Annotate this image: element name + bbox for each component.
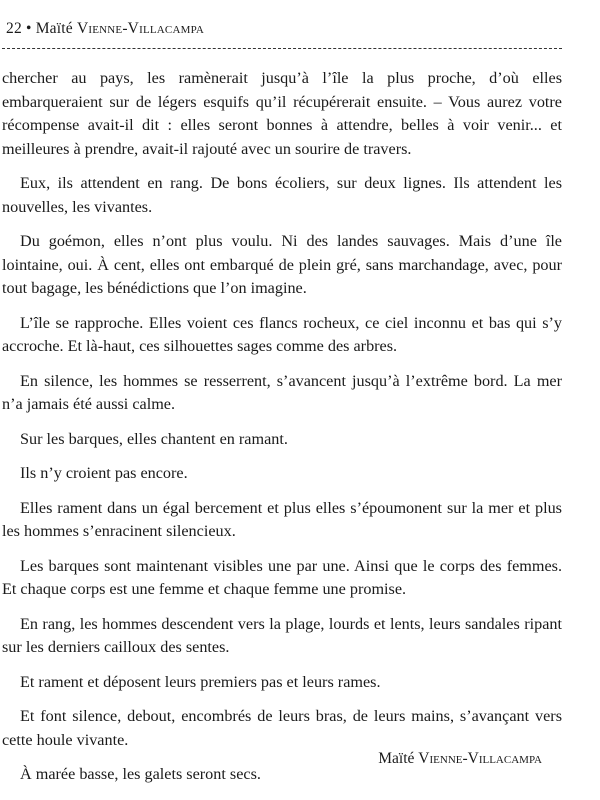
signature-first: Maïté [378, 750, 415, 767]
paragraph: chercher au pays, les ramènerait jusqu’à l’île la plus proche, d’où elles embarqueraient sur de légers esquifs qu’il récupérerait ensuite. – Vous aurez votre récompense avait-il dit : elles seront bonnes à attendre, belles à voir venir... et meilleures à prendre, avait-il rajouté avec un sourire de travers. [2, 69, 562, 158]
paragraph: Sur les barques, elles chantent en ramant. [20, 429, 288, 448]
running-header [6, 20, 204, 38]
paragraph: En silence, les hommes se resserrent, s’avancent jusqu’à l’extrême bord. La mer n’a jamais été aussi calme. [2, 371, 562, 413]
paragraph: En rang, les hommes descendent vers la plage, lourds et lents, leurs sandales ripant sur les derniers cailloux des sentes. [2, 614, 562, 656]
paragraph: Les barques sont maintenant visibles une par une. Ainsi que le corps des femmes. Et chaque corps est une femme et chaque femme une promise. [2, 556, 562, 598]
header-author-first: Maïté [35, 20, 73, 37]
paragraph: Eux, ils attendent en rang. De bons écoliers, sur deux lignes. Ils attendent les nouvelles, les vivantes. [2, 174, 562, 216]
paragraph: Du goémon, elles n’ont plus voulu. Ni des landes sauvages. Mais d’une île lointaine, oui. À cent, elles ont embarqué de plein gré, sans marchandage, avec, pour tout bagage, les bénédictions que l’on imagine. [2, 232, 562, 297]
paragraph: Elles rament dans un égal bercement et plus elles s’époumonent sur la mer et plus les hommes s’enracinent silencieux. [2, 498, 562, 540]
body-text [2, 67, 562, 798]
paragraph: L’île se rapproche. Elles voient ces flancs rocheux, ce ciel inconnu et bas qui s’y accroche. Et là-haut, ces silhouettes sages comme des arbres. [2, 313, 562, 355]
header-author-last: Vienne-Villacampa [76, 20, 205, 37]
author-signature [378, 750, 542, 768]
paragraph: Et font silence, debout, encombrés de leurs bras, de leurs mains, s’avançant vers cette houle vivante. [2, 707, 562, 749]
signature-last: Vienne-Villacampa [418, 750, 542, 767]
header-separator: • [25, 20, 32, 37]
header-divider [2, 48, 562, 49]
paragraph: Ils n’y croient pas encore. [20, 464, 188, 482]
page-number: 22 [6, 20, 22, 37]
paragraph: Et rament et déposent leurs premiers pas et leurs rames. [20, 672, 381, 691]
paragraph: À marée basse, les galets seront secs. [20, 765, 261, 783]
